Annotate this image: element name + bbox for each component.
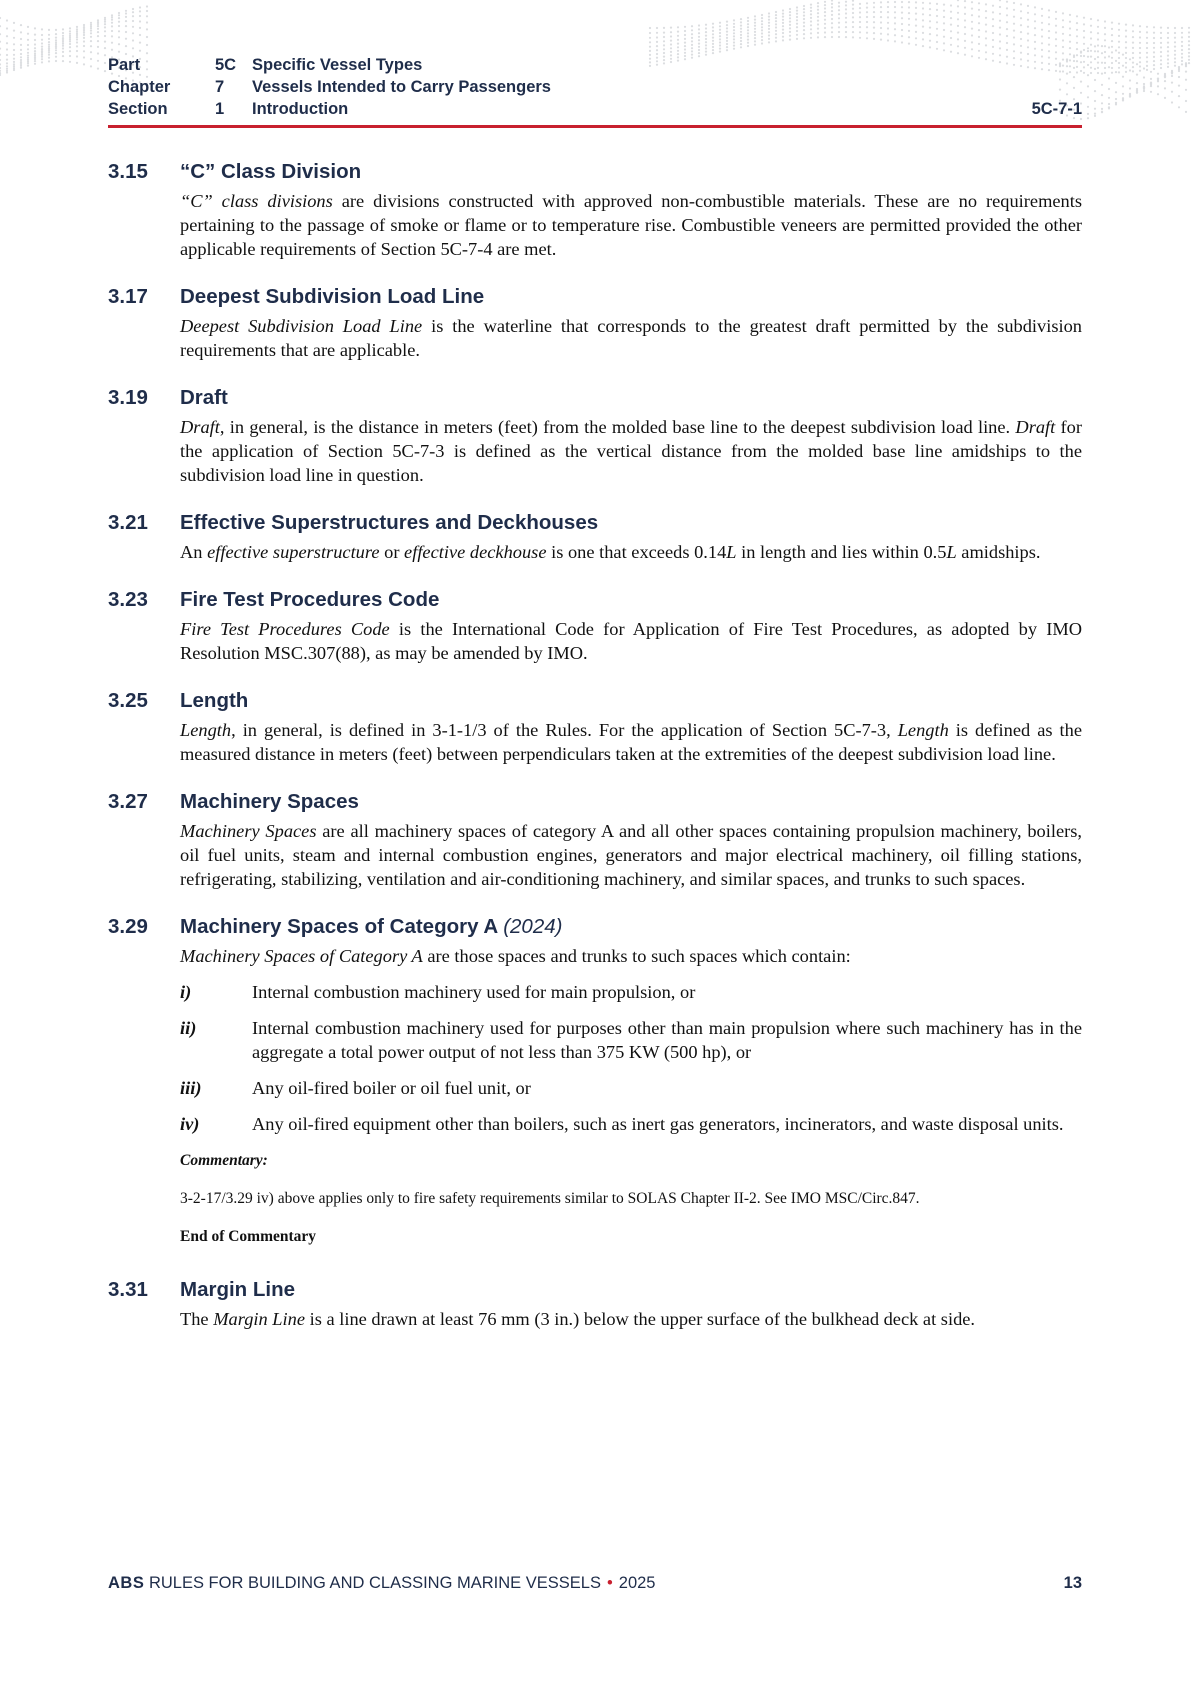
footer-title: RULES FOR BUILDING AND CLASSING MARINE VESSELS bbox=[148, 1574, 601, 1592]
list-item: iv) Any oil-fired equipment other than boilers, such as inert gas generators, incinerators, and waste disposal units. bbox=[180, 1114, 1064, 1134]
defined-term: Length bbox=[897, 720, 949, 740]
commentary-label: Commentary: bbox=[180, 1152, 268, 1169]
header-chapter-row bbox=[108, 76, 1082, 98]
defined-term: Draft bbox=[180, 417, 220, 437]
section-3-21 bbox=[108, 509, 1082, 564]
section-number: 3.31 bbox=[108, 1278, 148, 1301]
section-number: 3.21 bbox=[108, 511, 148, 534]
defined-term: Length bbox=[180, 720, 232, 740]
section-title: Effective Superstructures and Deckhouses bbox=[180, 511, 599, 534]
section-number: 3.19 bbox=[108, 386, 148, 409]
list-marker: iv) bbox=[180, 1114, 200, 1134]
section-title: Deepest Subdivision Load Line bbox=[180, 285, 485, 308]
footer-separator: • bbox=[606, 1574, 613, 1592]
defined-term: “C” class divisions bbox=[180, 191, 333, 211]
list-marker: iii) bbox=[180, 1078, 202, 1098]
list-item: iii) Any oil-fired boiler or oil fuel unit, or bbox=[180, 1078, 531, 1098]
section-heading bbox=[108, 788, 1082, 815]
defined-term: Draft bbox=[1015, 417, 1056, 437]
page-number: 13 bbox=[1063, 1574, 1082, 1592]
list-marker: i) bbox=[180, 982, 192, 1002]
section-title: “C” Class Division bbox=[180, 160, 362, 183]
defined-term: Machinery Spaces of Category A bbox=[180, 946, 423, 966]
section-title: Draft bbox=[180, 386, 228, 409]
section-paragraph: The Margin Line is a line drawn at least 76 mm (3 in.) below the upper surface of the bulkhead deck at side. bbox=[180, 1309, 976, 1329]
section-paragraph: Fire Test Procedures Code is the International Code for Application of Fire Test Procedures, as adopted by IMO Resolution MSC.307(88), as may be amended by IMO. bbox=[180, 619, 1083, 663]
section-number: 3.29 bbox=[108, 915, 148, 938]
section-title: Machinery Spaces of Category A (2024) bbox=[180, 915, 563, 938]
list-item: i) Internal combustion machinery used for main propulsion, or bbox=[180, 982, 696, 1002]
footer-abs-logo-text: ABS bbox=[108, 1574, 145, 1592]
section-title: Machinery Spaces bbox=[180, 790, 359, 813]
section-heading bbox=[108, 158, 1082, 185]
list-marker: ii) bbox=[180, 1018, 197, 1038]
section-paragraph: An effective superstructure or effective deckhouse is one that exceeds 0.14L in length and lies within 0.5L amidships. bbox=[180, 542, 1041, 562]
section-3-31 bbox=[108, 1276, 1082, 1331]
section-3-15 bbox=[108, 158, 1082, 261]
header-section-title: Introduction bbox=[252, 100, 349, 118]
section-heading bbox=[108, 913, 1082, 940]
section-number: 3.17 bbox=[108, 285, 148, 308]
section-3-27 bbox=[108, 788, 1082, 891]
header-section-code: 5C-7-1 bbox=[1031, 100, 1082, 118]
list-item: ii) Internal combustion machinery used for purposes other than main propulsion where such machinery has in the aggregate a total power output of not less than 375 KW (500 hp), or bbox=[180, 1018, 1082, 1062]
footer-year: 2025 bbox=[618, 1574, 656, 1592]
header-part-label: Part bbox=[108, 56, 141, 74]
header-part-number: 5C bbox=[215, 56, 237, 74]
section-heading bbox=[108, 509, 1082, 536]
defined-term: effective deckhouse bbox=[404, 542, 547, 562]
header-section-number: 1 bbox=[215, 100, 225, 118]
section-3-19 bbox=[108, 384, 1082, 487]
defined-term: Deepest Subdivision Load Line bbox=[180, 316, 423, 336]
header-chapter-number: 7 bbox=[215, 78, 225, 96]
defined-term: Margin Line bbox=[213, 1309, 305, 1329]
section-paragraph: Machinery Spaces are all machinery spaces of category A and all other spaces containing propulsion machinery, boilers, oil fuel units, steam and internal combustion engines, generators and major electrical machinery, oil filling stations, refrigerating, stabilizing, ventilation and air-conditioning machinery, and similar spaces, and trunks to such spaces. bbox=[180, 821, 1082, 889]
header-chapter-label: Chapter bbox=[108, 78, 171, 96]
header-chapter-title: Vessels Intended to Carry Passengers bbox=[252, 78, 551, 96]
running-footer bbox=[108, 1572, 1082, 1594]
commentary-text: 3-2-17/3.29 iv) above applies only to fire safety requirements similar to SOLAS Chapter II-2. See IMO MSC/Circ.847. bbox=[180, 1190, 920, 1207]
defined-term: Machinery Spaces bbox=[180, 821, 317, 841]
page-body bbox=[108, 158, 1082, 1353]
section-paragraph: Machinery Spaces of Category A are those spaces and trunks to such spaces which contain: bbox=[180, 946, 851, 966]
section-heading bbox=[108, 687, 1082, 714]
section-paragraph: Draft, in general, is the distance in meters (feet) from the molded base line to the deepest subdivision load line. Draft for the application of Section 5C-7-3 is defined as the vertical distance from the molded base line amidships to the subdivision load line in question. bbox=[180, 417, 1083, 485]
section-heading bbox=[108, 1276, 1082, 1303]
category-a-list bbox=[180, 980, 1082, 1136]
header-part-title: Specific Vessel Types bbox=[252, 56, 423, 74]
defined-term: Fire Test Procedures Code bbox=[180, 619, 390, 639]
section-title: Fire Test Procedures Code bbox=[180, 588, 440, 611]
section-heading bbox=[108, 384, 1082, 411]
section-number: 3.15 bbox=[108, 160, 148, 183]
header-divider bbox=[108, 125, 1082, 128]
running-header bbox=[108, 54, 1082, 120]
section-paragraph: Deepest Subdivision Load Line is the waterline that corresponds to the greatest draft permitted by the subdivision requirements that are applicable. bbox=[180, 316, 1083, 360]
section-3-29 bbox=[108, 913, 1082, 1246]
revision-year: (2024) bbox=[503, 915, 563, 938]
header-part-row bbox=[108, 54, 1082, 76]
section-title: Length bbox=[180, 689, 249, 712]
section-paragraph: “C” class divisions are divisions constructed with approved non-combustible materials. These are no requirements pertaining to the passage of smoke or flame or to temperature rise. Combustible veneers are permitted provided the other applicable requirements of Section 5C-7-4 are met. bbox=[180, 191, 1082, 259]
defined-term: effective superstructure bbox=[207, 542, 380, 562]
section-3-23 bbox=[108, 586, 1082, 665]
header-section-row bbox=[108, 98, 1082, 120]
section-number: 3.23 bbox=[108, 588, 148, 611]
commentary-end: End of Commentary bbox=[180, 1228, 317, 1245]
section-title: Margin Line bbox=[180, 1278, 296, 1301]
section-number: 3.27 bbox=[108, 790, 148, 813]
section-paragraph: Length, in general, is defined in 3-1-1/3 of the Rules. For the application of Section 5C-7-3, Length is defined as the measured distance in meters (feet) between perpendiculars taken at the extremities of the deepest subdivision load line. bbox=[180, 720, 1082, 764]
section-number: 3.25 bbox=[108, 689, 148, 712]
section-3-25 bbox=[108, 687, 1082, 766]
section-3-17 bbox=[108, 283, 1082, 362]
header-section-label: Section bbox=[108, 100, 168, 118]
section-heading bbox=[108, 283, 1082, 310]
section-heading bbox=[108, 586, 1082, 613]
